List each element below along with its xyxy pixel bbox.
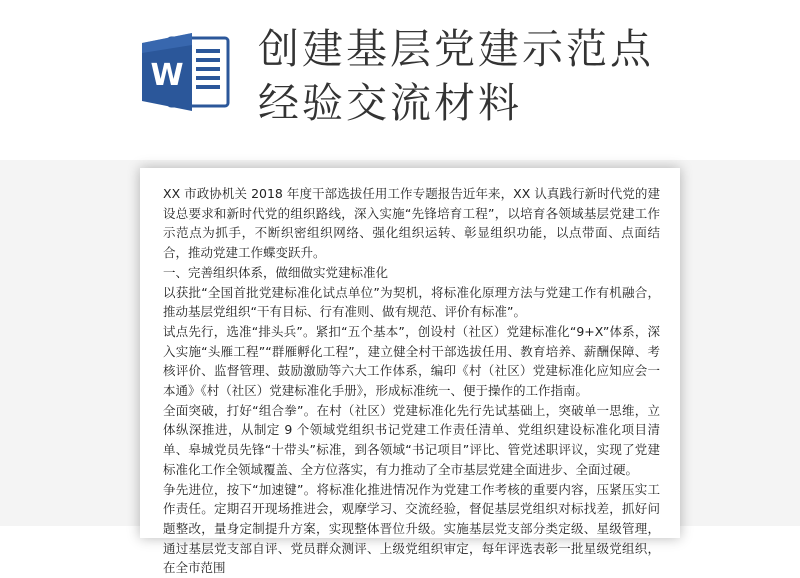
document-body bbox=[163, 184, 660, 578]
title-line-2: 经验交流材料 bbox=[258, 79, 522, 127]
header bbox=[0, 0, 800, 160]
paragraph: 全面突破，打好“组合拳”。在村（社区）党建标准化先行先试基础上，突破单一思维，立体纵深推进，从制定 9 个领域党组织书记党建工作责任清单、党组织建设标准化项目清单、皋城党员先锋“十带头”标准，到各领域“书记项目”评比、管党述职评议，实现了党建标准化工作全领域覆盖、全方位落实，有力推动了全市基层党建全面进步、全面过硬。 bbox=[163, 402, 660, 477]
paragraph: 争先进位，按下“加速键”。将标准化推进情况作为党建工作考核的重要内容，压紧压实工作责任。定期召开现场推进会，观摩学习、交流经验，督促基层党组织对标找差，抓好问题整改，量身定制提升方案，实现整体晋位升级。实施基层党支部分类定级、星级管理，通过基层党支部自评、党员群众测评、上级党组织审定，每年评选表彰一批星级党组织，在全市范围 bbox=[163, 481, 660, 576]
section-heading-1: 一、完善组织体系，做细做实党建标准化 bbox=[163, 264, 389, 280]
title-line-1: 创建基层党建示范点 bbox=[258, 25, 654, 73]
paragraph: 试点先行，选准“排头兵”。紧扣“五个基本”，创设村（社区）党建标准化“9+X”体系，深入实施“头雁工程”“群雁孵化工程”，建立健全村干部选拔任用、教育培养、薪酬保障、考核评价、监督管理、鼓励激励等六大工作体系，编印《村（社区）党建标准化应知应会一本通》《村（社区）党建标准化手册》，形成标准统一、便于操作的工作指南。 bbox=[163, 323, 660, 399]
svg-text:W: W bbox=[150, 58, 184, 93]
document-title bbox=[258, 22, 778, 130]
paragraph-intro: XX 市政协机关 2018 年度干部选拔任用工作专题报告近年来，XX 认真践行新时代党的建设总要求和新时代党的组织路线，深入实施“先锋培育工程”，以培育各领域基层党建工作示范点为抓手，不断织密组织网络、强化组织运转、彰显组织功能，以点带面、点面结合，推动党建工作蝶变跃升。 bbox=[163, 186, 660, 261]
paragraph: 以获批“全国首批党建标准化试点单位”为契机，将标准化原理方法与党建工作有机融合，推动基层党组织“干有目标、行有准则、做有规范、评价有标准”。 bbox=[163, 284, 660, 320]
word-letter-glyph bbox=[138, 31, 234, 113]
